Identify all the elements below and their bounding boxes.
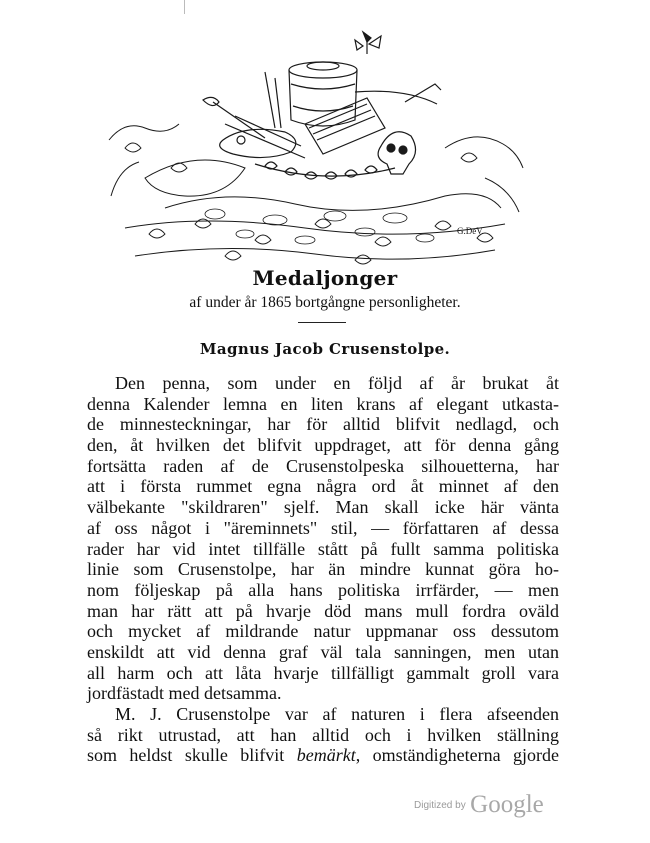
text-line: M. J. Crusenstolpe var af naturen i flera afseenden (115, 704, 559, 724)
text-line: Den penna, som under en följd af år brukat åt (115, 373, 559, 393)
text-line: af oss något i "äreminnets" stil, — författaren af dessa (87, 517, 559, 538)
text-line: rader har vid intet tillfälle stått på fullt samma politiska (87, 538, 559, 559)
foliage-icon (109, 124, 523, 259)
article-body (87, 373, 559, 766)
text-line: nom följeskap på alla hans politiska irrfärder, — men (87, 579, 559, 600)
text-line: fortsätta raden af de Crusenstolpeska silhouetterna, har (87, 455, 559, 476)
text-fragment: som heldst skulle blifvit (87, 745, 285, 766)
digitized-watermark (414, 791, 544, 819)
section-heading: Magnus Jacob Crusenstolpe. (199, 340, 451, 358)
butterfly-icon (355, 32, 381, 54)
text-fragment: , omständigheterna gjorde (355, 745, 560, 766)
illustration-signature: G.DeV. (457, 226, 484, 236)
page-title: Medaljonger (252, 266, 398, 290)
text-line: att i första rummet egna några ord åt minnet af den (87, 476, 559, 497)
text-line: denna Kalender lemna en liten krans af elegant utkasta- (87, 393, 559, 414)
laurel-wreath-icon (255, 162, 395, 179)
emphasized-word: bemärkt (296, 745, 356, 766)
text-line: jordfästadt med detsamma. (87, 683, 282, 704)
text-line: man har rätt att på hvarje död mans mull fordra oväld (87, 600, 559, 621)
skull-icon (378, 132, 415, 174)
text-line (87, 745, 559, 766)
divider (298, 322, 346, 323)
text-line: linie som Crusenstolpe, har än mindre kunnat göra ho- (87, 559, 559, 580)
text-line: och mycket af mildrande natur uppmanar oss dessutom (87, 621, 559, 642)
text-line: all harm och att låta hvarje tillfälligt gammalt groll vara (87, 662, 559, 683)
page-subtitle: af under år 1865 bortgångne personligheter. (189, 294, 461, 311)
text-line: välbekante "skildraren" sjelf. Man skall icke här vänta (87, 497, 559, 518)
watermark-prefix: Digitized by (414, 800, 466, 811)
google-logo: Google (470, 791, 544, 818)
text-line: den, åt hvilken det blifvit uppdraget, att för denna gång (87, 435, 559, 456)
text-line: så rikt utrustad, att han alltid och i hvilken ställning (87, 724, 559, 745)
memorial-still-life-icon (105, 28, 525, 270)
text-line: de minnesteckningar, har för alltid blifvit nedlagd, och (87, 414, 559, 435)
scan-edge-mark (184, 0, 185, 14)
text-line: enskildt att vid denna graf väl tala sanningen, men utan (87, 641, 559, 662)
